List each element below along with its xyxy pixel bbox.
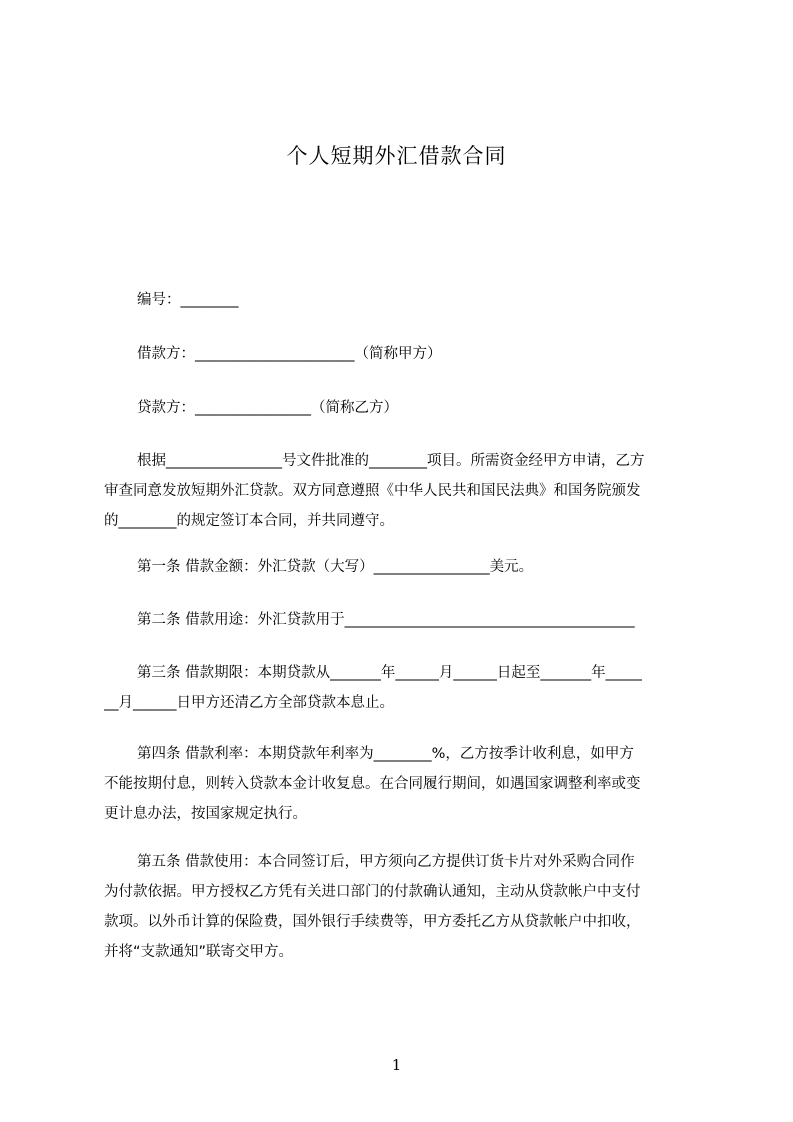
page-number: 1 bbox=[391, 1056, 402, 1074]
article-3-loan-term bbox=[104, 658, 700, 718]
lender-field: 贷款方：________________（简称乙方） bbox=[137, 400, 398, 416]
document-title: 个人短期外汇借款合同 bbox=[286, 144, 507, 168]
article-line: 不能按期付息，则转入贷款本金计收复息。在合同履行期间，如遇国家调整利率或变 bbox=[104, 776, 641, 792]
article-4-interest-rate bbox=[104, 739, 700, 829]
article-2-loan-purpose: 第二条 借款用途：外汇贷款用于________________________________________ bbox=[137, 612, 635, 628]
article-line: 款项。以外币计算的保险费，国外银行手续费等，甲方委托乙方从贷款帐户中扣收， bbox=[104, 914, 641, 930]
preamble-line: 的________的规定签订本合同，并共同遵守。 bbox=[104, 513, 394, 529]
preamble-paragraph bbox=[104, 446, 700, 536]
article-line: 为付款依据。甲方授权乙方凭有关进口部门的付款确认通知，主动从贷款帐户中支付 bbox=[104, 884, 641, 900]
article-line: 并将“支款通知”联寄交甲方。 bbox=[104, 944, 294, 960]
borrower-field: 借款方：______________________（简称甲方） bbox=[137, 346, 442, 362]
contract-number-field: 编号：________ bbox=[137, 292, 239, 308]
preamble-line: 根据________________号文件批准的________项目。所需资金经甲方申请，乙方 bbox=[137, 453, 645, 469]
preamble-line: 审查同意发放短期外汇贷款。双方同意遵照《中华人民共和国民法典》和国务院颁发 bbox=[104, 483, 641, 499]
article-line: 更计息办法，按国家规定执行。 bbox=[104, 806, 307, 822]
article-line: 第三条 借款期限：本期贷款从_______年______月______日起至_______年_____ bbox=[137, 665, 642, 681]
article-line: 第五条 借款使用：本合同签订后，甲方须向乙方提供订货卡片对外采购合同作 bbox=[137, 854, 635, 870]
article-1-loan-amount: 第一条 借款金额：外汇贷款（大写）________________美元。 bbox=[137, 559, 534, 575]
article-line: 第四条 借款利率：本期贷款年利率为________%，乙方按季计收利息，如甲方 bbox=[137, 746, 634, 762]
article-line: __月______日甲方还清乙方全部贷款本息止。 bbox=[104, 695, 394, 711]
article-5-loan-usage bbox=[104, 847, 700, 967]
